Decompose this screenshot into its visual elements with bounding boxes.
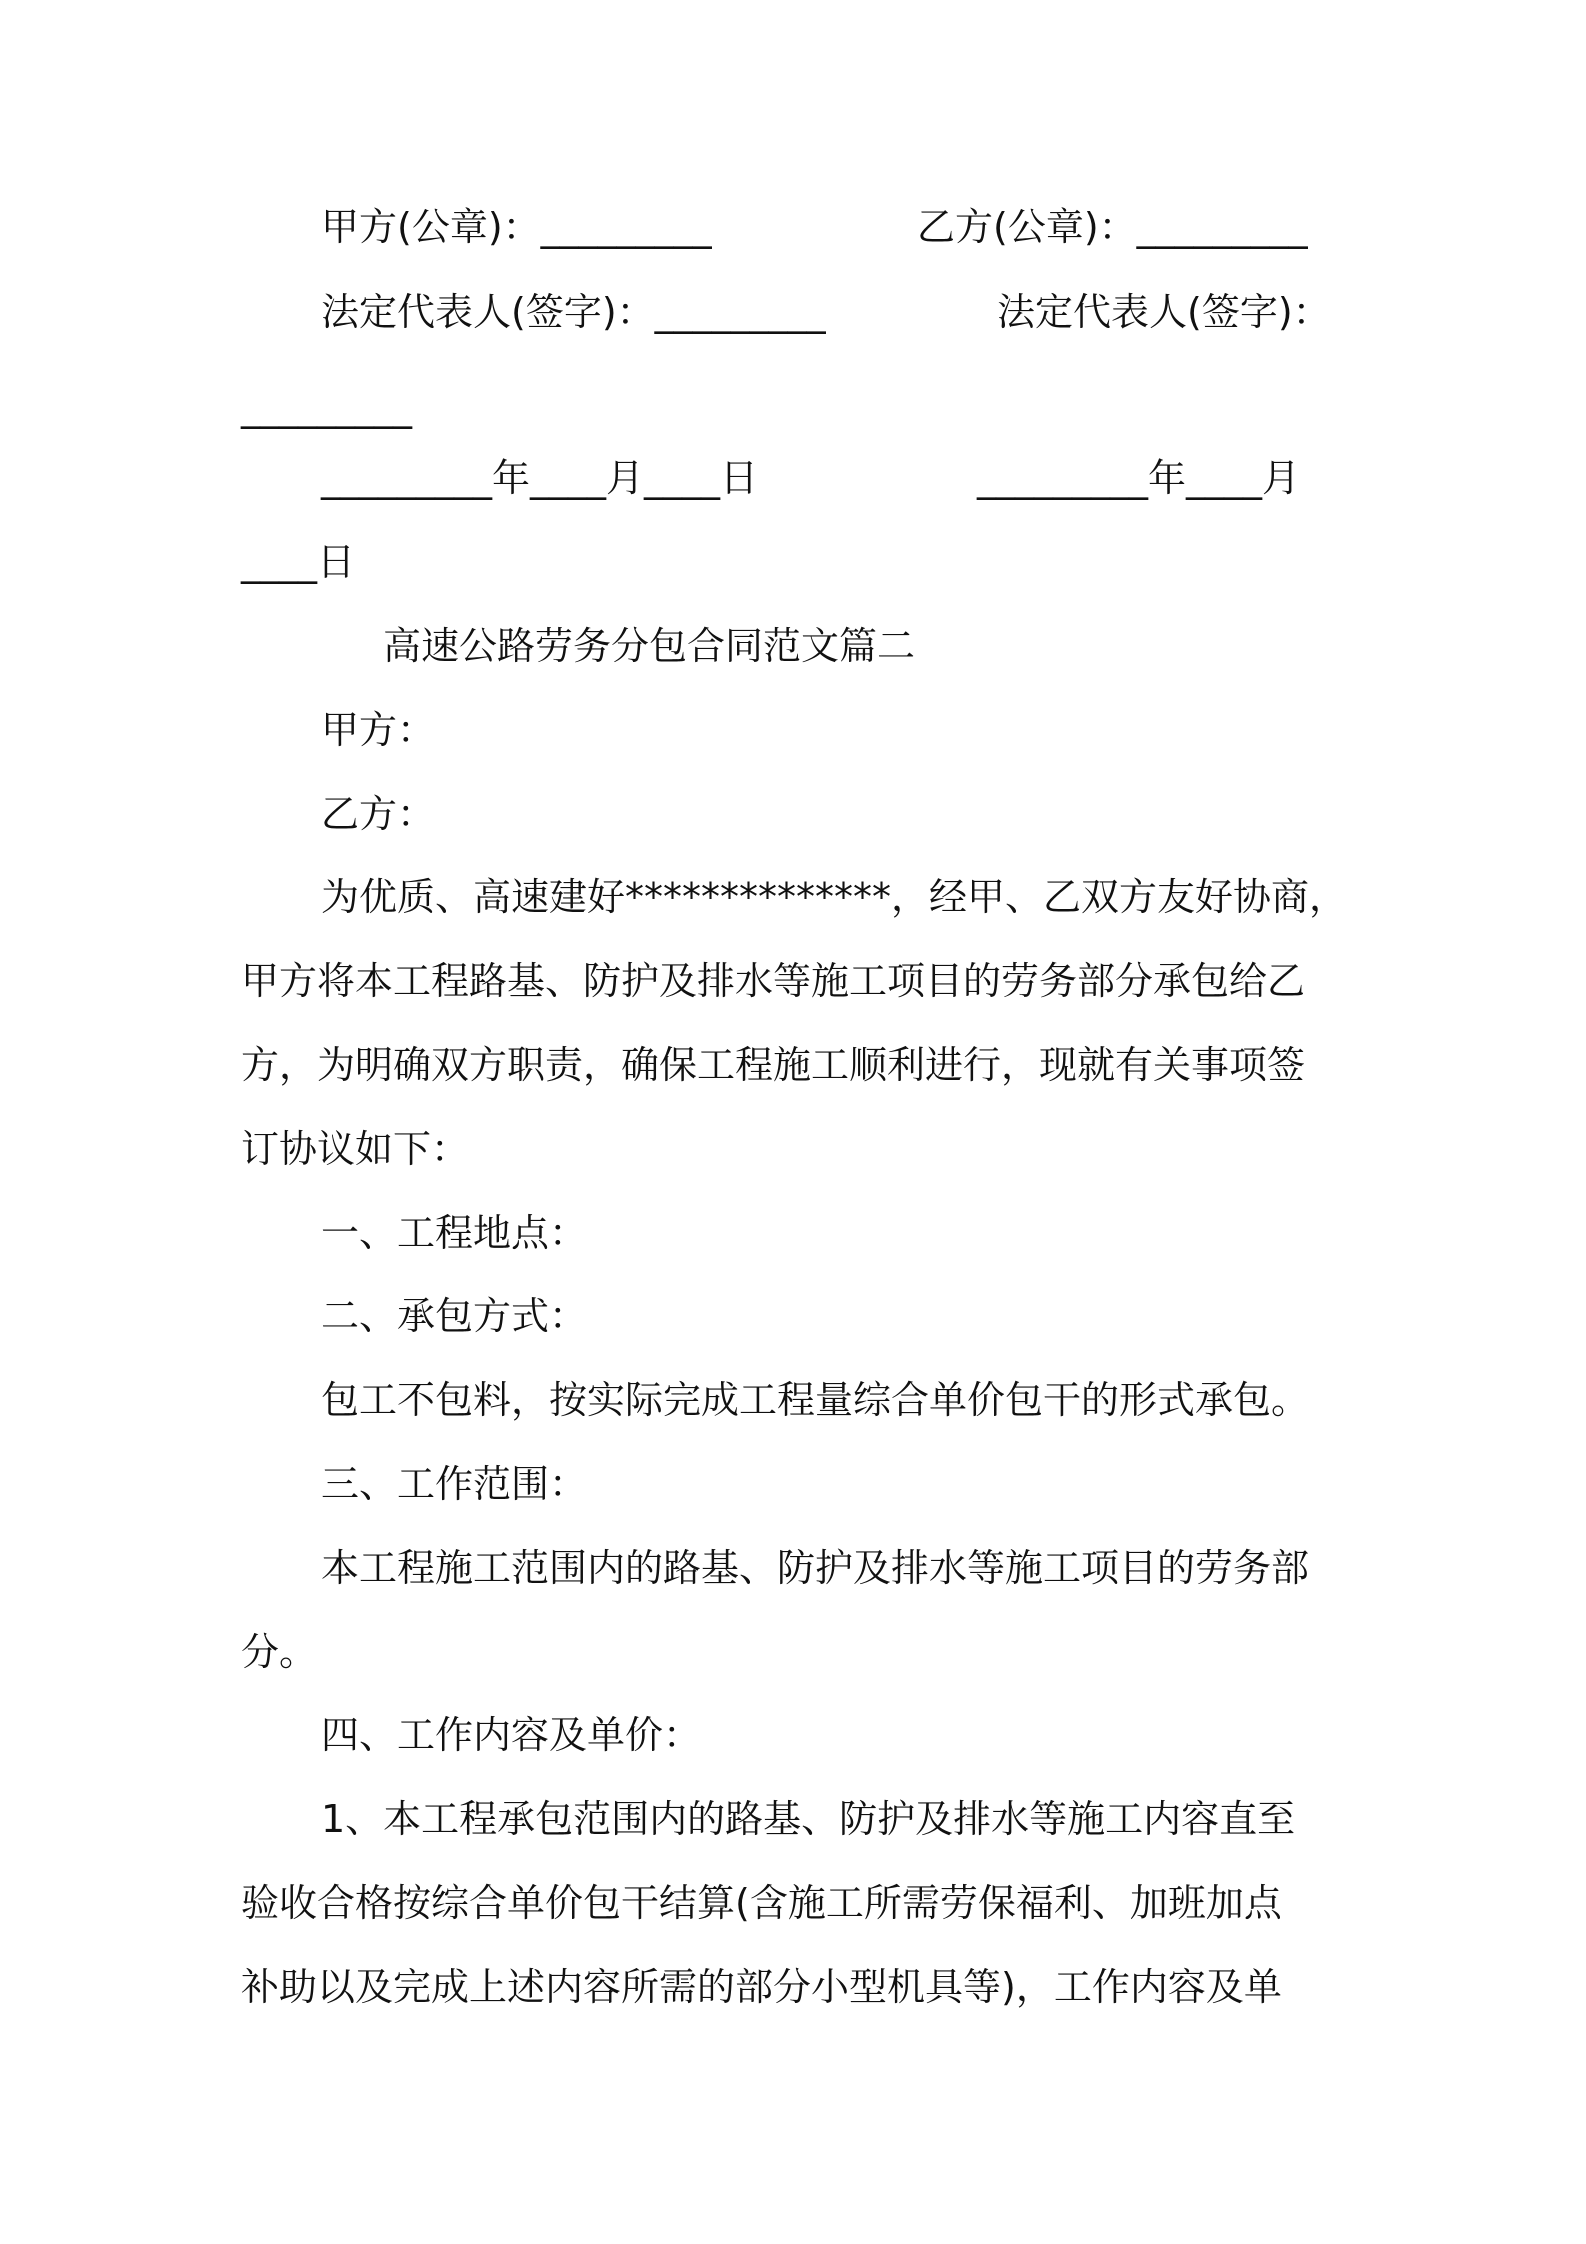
intro-line: 甲方将本工程路基、防护及排水等施工项目的劳务部分承包给乙 [241, 959, 1306, 1003]
section-3-body-line: 分。 [241, 1630, 318, 1674]
party-b-rep-blank: _________ [241, 385, 412, 429]
party-b-seal-line: 乙方(公章)：_________ [917, 205, 1308, 249]
party-b-date-day: ____日 [241, 540, 356, 584]
party-a-date-line: _________年____月____日 [321, 456, 759, 500]
party-a-rep-line: 法定代表人(签字)：_________ [321, 290, 826, 334]
section-2-heading: 二、承包方式： [321, 1294, 588, 1338]
party-b-date-line: _________年____月 [977, 456, 1301, 500]
party-b-label: 乙方： [321, 792, 436, 836]
party-a-seal-line: 甲方(公章)：_________ [321, 205, 712, 249]
contract-title: 高速公路劳务分包合同范文篇二 [383, 624, 916, 668]
intro-line: 订协议如下： [241, 1127, 470, 1171]
section-2-body: 包工不包料，按实际完成工程量综合单价包干的形式承包。 [321, 1378, 1310, 1422]
party-a-label: 甲方： [321, 708, 436, 752]
section-4-body-line: 验收合格按综合单价包干结算(含施工所需劳保福利、加班加点 [241, 1881, 1282, 1925]
intro-line: 方，为明确双方职责，确保工程施工顺利进行，现就有关事项签 [241, 1043, 1306, 1087]
section-1-heading: 一、工程地点： [321, 1211, 588, 1255]
intro-line: 为优质、高速建好**************，经甲、乙双方友好协商， [321, 875, 1348, 919]
section-3-body-line: 本工程施工范围内的路基、防护及排水等施工项目的劳务部 [321, 1546, 1310, 1590]
section-3-heading: 三、工作范围： [321, 1462, 588, 1506]
section-4-body-line: 1、本工程承包范围内的路基、防护及排水等施工内容直至 [321, 1797, 1296, 1841]
section-4-heading: 四、工作内容及单价： [321, 1713, 702, 1757]
party-b-rep-line: 法定代表人(签字)： [997, 290, 1331, 334]
section-4-body-line: 补助以及完成上述内容所需的部分小型机具等)，工作内容及单 [241, 1965, 1282, 2009]
